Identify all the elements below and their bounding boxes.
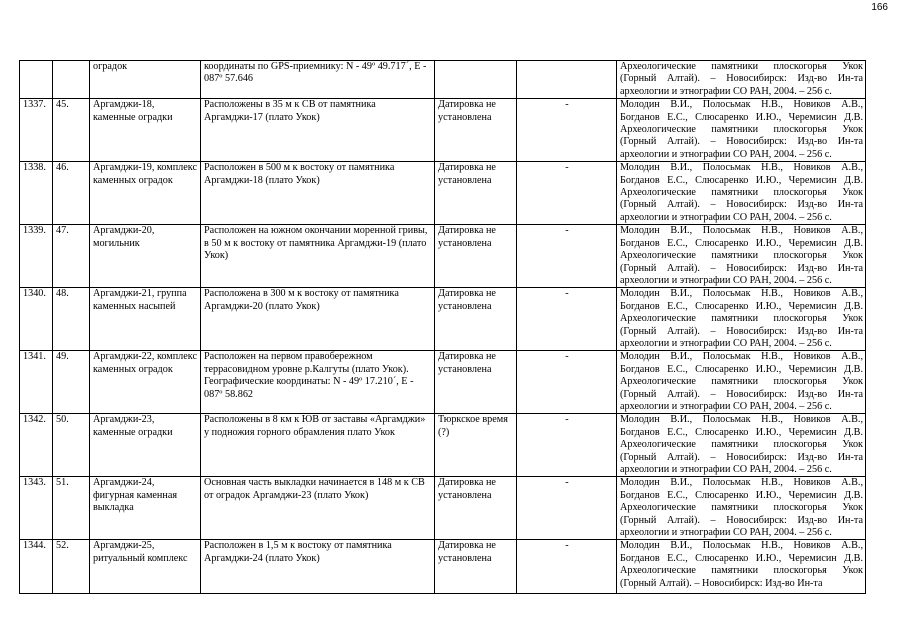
location-cell: Расположен в 1,5 м к востоку от памятника Аргамджи-24 (плато Укок) — [201, 540, 435, 594]
literature-cell: Молодин В.И., Полосьмак Н.В., Новиков А.В., Богданов Е.С., Слюсаренко И.Ю., Черемисин Д.В. Археологические памятники плоскогорья Укок (Горный Алтай). – Новосибирск: Изд-во Ин-та археологии и этнографии СО РАН, 2004. – 256 с. — [617, 99, 866, 162]
extra-cell: - — [517, 99, 617, 162]
item-number-cell: 46. — [53, 162, 90, 225]
extra-cell — [517, 61, 617, 99]
table-row — [20, 162, 866, 225]
registry-number-cell: 1339. — [20, 225, 53, 288]
extra-cell: - — [517, 540, 617, 594]
monument-name-cell: Аргамджи-19, комплекс каменных оградок — [90, 162, 201, 225]
item-number-cell: 51. — [53, 477, 90, 540]
registry-number-cell — [20, 61, 53, 99]
registry-number-cell: 1341. — [20, 351, 53, 414]
monument-name-cell: Аргамджи-25, ритуальный комплекс — [90, 540, 201, 594]
table-row — [20, 61, 866, 99]
location-cell: Расположены в 35 м к СВ от памятника Аргамджи-17 (плато Укок) — [201, 99, 435, 162]
registry-number-cell: 1342. — [20, 414, 53, 477]
monument-name-cell: Аргамджи-18, каменные оградки — [90, 99, 201, 162]
dating-cell: Датировка не установлена — [435, 99, 517, 162]
literature-cell: Археологические памятники плоскогорья Укок (Горный Алтай). – Новосибирск: Изд-во Ин-та археологии и этнографии СО РАН, 2004. – 256 с. — [617, 61, 866, 99]
item-number-cell: 50. — [53, 414, 90, 477]
registry-number-cell: 1343. — [20, 477, 53, 540]
extra-cell: - — [517, 162, 617, 225]
extra-cell: - — [517, 351, 617, 414]
item-number-cell: 49. — [53, 351, 90, 414]
literature-cell: Молодин В.И., Полосьмак Н.В., Новиков А.В., Богданов Е.С., Слюсаренко И.Ю., Черемисин Д.В. Археологические памятники плоскогорья Укок (Горный Алтай). – Новосибирск: Изд-во Ин-та археологии и этнографии СО РАН, 2004. – 256 с. — [617, 225, 866, 288]
table-row — [20, 477, 866, 540]
extra-cell: - — [517, 414, 617, 477]
registry-number-cell: 1344. — [20, 540, 53, 594]
location-cell: Расположена в 300 м к востоку от памятника Аргамджи-20 (плато Укок) — [201, 288, 435, 351]
extra-cell: - — [517, 288, 617, 351]
literature-cell: Молодин В.И., Полосьмак Н.В., Новиков А.В., Богданов Е.С., Слюсаренко И.Ю., Черемисин Д.В. Археологические памятники плоскогорья Укок (Горный Алтай). – Новосибирск: Изд-во Ин-та археологии и этнографии СО РАН, 2004. – 256 с. — [617, 162, 866, 225]
monument-name-cell: оградок — [90, 61, 201, 99]
dating-cell: Тюркское время (?) — [435, 414, 517, 477]
literature-cell: Молодин В.И., Полосьмак Н.В., Новиков А.В., Богданов Е.С., Слюсаренко И.Ю., Черемисин Д.В. Археологические памятники плоскогорья Укок (Горный Алтай). – Новосибирск: Изд-во Ин-та археологии и этнографии СО РАН, 2004. – 256 с. — [617, 414, 866, 477]
table-row — [20, 540, 866, 594]
item-number-cell: 52. — [53, 540, 90, 594]
location-cell: Расположены в 8 км к ЮВ от заставы «Аргамджи» у подножия горного обрамления плато Укок — [201, 414, 435, 477]
dating-cell: Датировка не установлена — [435, 162, 517, 225]
registry-number-cell: 1340. — [20, 288, 53, 351]
monument-name-cell: Аргамджи-23, каменные оградки — [90, 414, 201, 477]
item-number-cell: 47. — [53, 225, 90, 288]
registry-number-cell: 1338. — [20, 162, 53, 225]
item-number-cell: 45. — [53, 99, 90, 162]
dating-cell — [435, 61, 517, 99]
monument-name-cell: Аргамджи-20, могильник — [90, 225, 201, 288]
extra-cell: - — [517, 225, 617, 288]
table-row — [20, 99, 866, 162]
monument-name-cell: Аргамджи-21, группа каменных насыпей — [90, 288, 201, 351]
table-row — [20, 288, 866, 351]
literature-cell: Молодин В.И., Полосьмак Н.В., Новиков А.В., Богданов Е.С., Слюсаренко И.Ю., Черемисин Д.В. Археологические памятники плоскогорья Укок (Горный Алтай). – Новосибирск: Изд-во Ин-та археологии и этнографии СО РАН, 2004. – 256 с. — [617, 288, 866, 351]
table-row — [20, 225, 866, 288]
monument-name-cell: Аргамджи-22, комплекс каменных оградок — [90, 351, 201, 414]
table-body — [20, 61, 866, 594]
dating-cell: Датировка не установлена — [435, 351, 517, 414]
dating-cell: Датировка не установлена — [435, 477, 517, 540]
literature-cell: Молодин В.И., Полосьмак Н.В., Новиков А.В., Богданов Е.С., Слюсаренко И.Ю., Черемисин Д.В. Археологические памятники плоскогорья Укок (Горный Алтай). – Новосибирск: Изд-во Ин-та археологии и этнографии СО РАН, 2004. – 256 с. — [617, 351, 866, 414]
item-number-cell — [53, 61, 90, 99]
monument-name-cell: Аргамджи-24, фигурная каменная выкладка — [90, 477, 201, 540]
table-row — [20, 414, 866, 477]
registry-number-cell: 1337. — [20, 99, 53, 162]
literature-cell: Молодин В.И., Полосьмак Н.В., Новиков А.В., Богданов Е.С., Слюсаренко И.Ю., Черемисин Д.В. Археологические памятники плоскогорья Укок (Горный Алтай). – Новосибирск: Изд-во Ин-та — [617, 540, 866, 594]
location-cell: Расположен в 500 м к востоку от памятника Аргамджи-18 (плато Укок) — [201, 162, 435, 225]
dating-cell: Датировка не установлена — [435, 225, 517, 288]
location-cell: Расположен на южном окончании моренной гривы, в 50 м к востоку от памятника Аргамджи-19 (плато Укок) — [201, 225, 435, 288]
item-number-cell: 48. — [53, 288, 90, 351]
location-cell: координаты по GPS-приемнику: N - 49º 49.717´, E - 087º 57.646 — [201, 61, 435, 99]
table-row — [20, 351, 866, 414]
extra-cell: - — [517, 477, 617, 540]
monuments-table — [19, 60, 866, 594]
page-number: 166 — [871, 2, 888, 13]
dating-cell: Датировка не установлена — [435, 540, 517, 594]
literature-cell: Молодин В.И., Полосьмак Н.В., Новиков А.В., Богданов Е.С., Слюсаренко И.Ю., Черемисин Д.В. Археологические памятники плоскогорья Укок (Горный Алтай). – Новосибирск: Изд-во Ин-та археологии и этнографии СО РАН, 2004. – 256 с. — [617, 477, 866, 540]
location-cell: Основная часть выкладки начинается в 148 м к СВ от оградок Аргамджи-23 (плато Укок) — [201, 477, 435, 540]
dating-cell: Датировка не установлена — [435, 288, 517, 351]
location-cell: Расположен на первом правобережном террасовидном уровне р.Калгуты (плато Укок). Географические координаты: N - 49º 17.210´, E - 087º 58.862 — [201, 351, 435, 414]
